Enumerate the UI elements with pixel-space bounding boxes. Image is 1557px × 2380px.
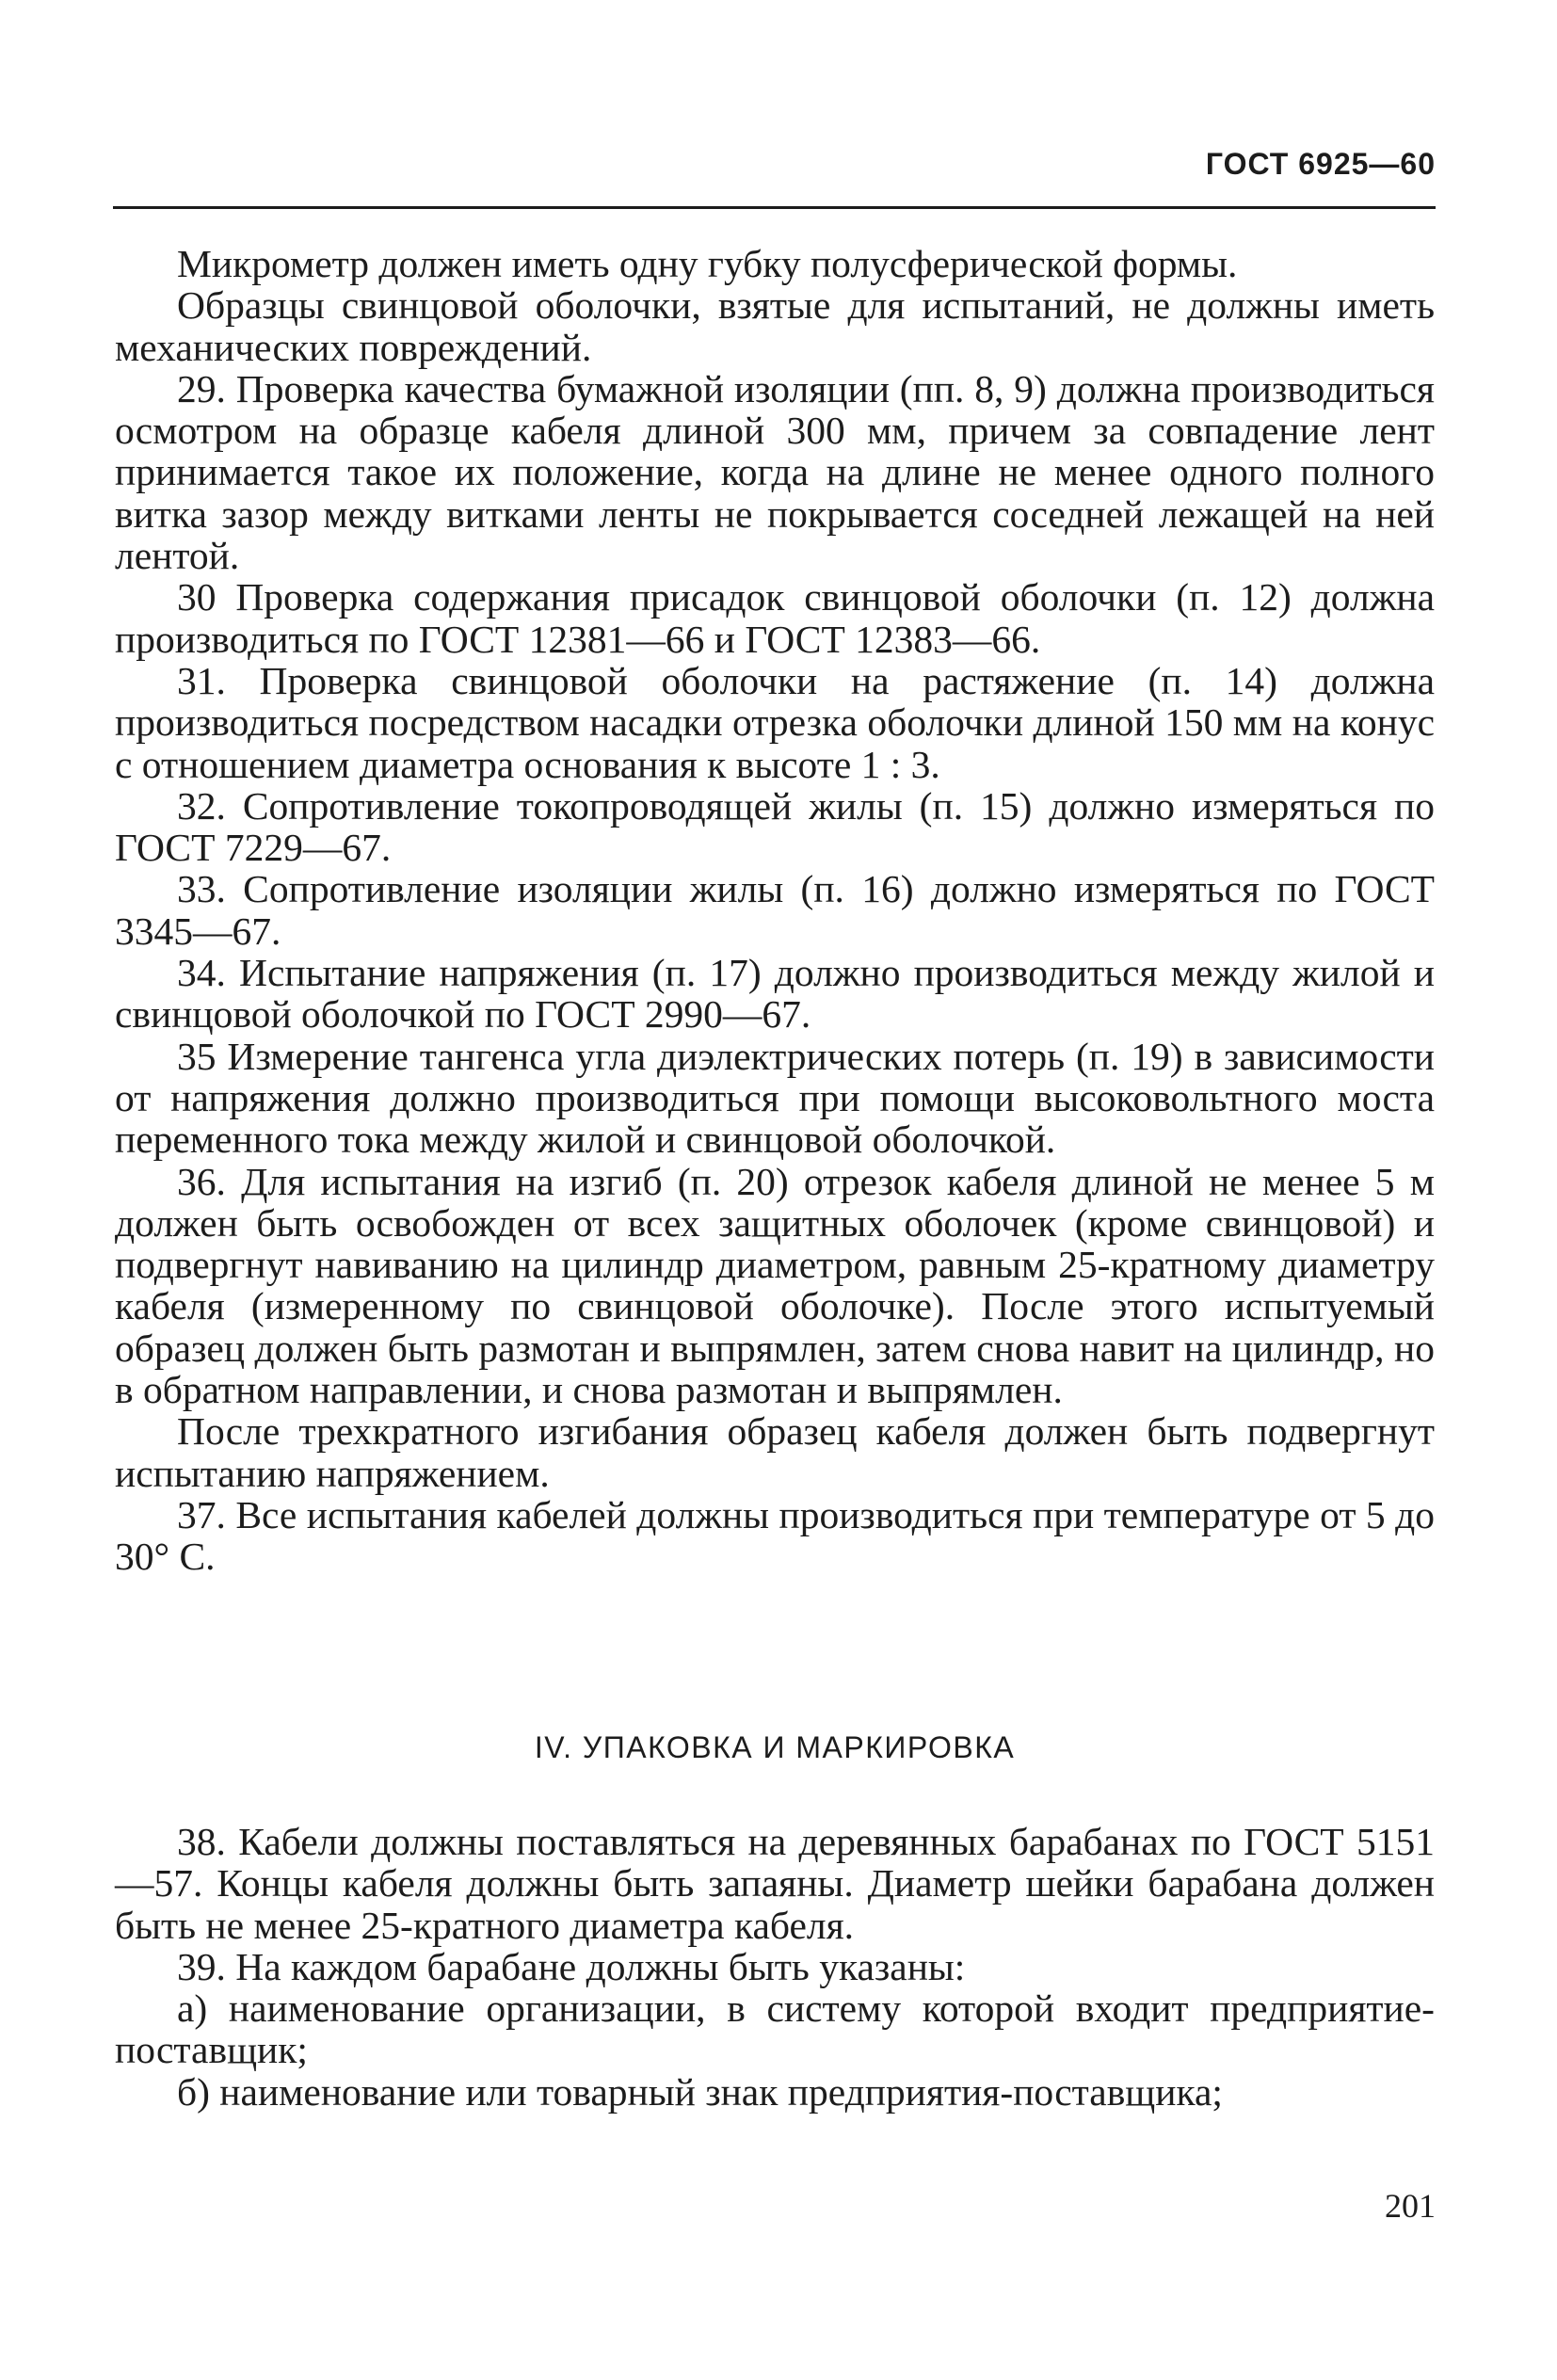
paragraph: 30 Проверка содержания присадок свинцовой оболочки (п. 12) должна производиться по ГОСТ 12381—66 и ГОСТ 12383—66. xyxy=(115,575,1435,661)
paragraph: 32. Сопротивление токопроводящей жилы (п. 15) должно измеряться по ГОСТ 7229—67. xyxy=(115,783,1435,870)
header-rule xyxy=(113,206,1436,209)
list-item: б) наименование или товарный знак предприятия-поставщика; xyxy=(177,2069,1223,2114)
page-header xyxy=(113,147,1436,203)
paragraph: 29. Проверка качества бумажной изоляции (пп. 8, 9) должна производиться осмотром на образце кабеля длиной 300 мм, причем за совпадение лент принимается такое их положение, когда на длине не менее одного полного витка зазор между витками ленты не покрывается соседней лежащей на ней лентой. xyxy=(115,366,1435,578)
standard-code: ГОСТ 6925—60 xyxy=(1205,147,1436,181)
paragraph: После трехкратного изгибания образец кабеля должен быть подвергнут испытанию напряжением. xyxy=(115,1409,1435,1495)
page-number: 201 xyxy=(1385,2187,1436,2225)
paragraph: 35 Измерение тангенса угла диэлектрических потерь (п. 19) в зависимости от напряжения должно производиться при помощи высоковольтного моста переменного тока между жилой и свинцовой оболочкой. xyxy=(115,1034,1435,1162)
paragraph: Образцы свинцовой оболочки, взятые для испытаний, не должны иметь механических повреждений. xyxy=(115,283,1435,369)
paragraph: 33. Сопротивление изоляции жилы (п. 16) должно измеряться по ГОСТ 3345—67. xyxy=(115,867,1435,953)
list-item: а) наименование организации, в систему которой входит предприятие-поставщик; xyxy=(115,1986,1435,2072)
paragraph: 36. Для испытания на изгиб (п. 20) отрезок кабеля длиной не менее 5 м должен быть освобожден от всех защитных оболочек (кроме свинцовой) и подвергнут навиванию на цилиндр диаметром, равным 25-кратному диаметру кабеля (измеренному по свинцовой оболочке). После этого испытуемый образец должен быть размотан и выпрямлен, затем снова навит на цилиндр, но в обратном направлении, и снова размотан и выпрямлен. xyxy=(115,1159,1435,1412)
paragraph: 34. Испытание напряжения (п. 17) должно производиться между жилой и свинцовой оболочкой по ГОСТ 2990—67. xyxy=(115,951,1435,1037)
section-heading: IV. УПАКОВКА И МАРКИРОВКА xyxy=(534,1730,1016,1764)
paragraph: 37. Все испытания кабелей должны производиться при температуре от 5 до 30° С. xyxy=(115,1492,1435,1579)
body-text-section-4 xyxy=(115,1821,1435,2113)
paragraph: 38. Кабели должны поставляться на деревянных барабанах по ГОСТ 5151—57. Концы кабеля должны быть запаяны. Диаметр шейки барабана должен быть не менее 25-кратного диаметра кабеля. xyxy=(115,1820,1435,1947)
paragraph: 39. На каждом барабане должны быть указаны: xyxy=(177,1944,966,1988)
paragraph: 31. Проверка свинцовой оболочки на растяжение (п. 14) должна производиться посредством насадки отрезка оболочки длиной 150 мм на конус с отношением диаметра основания к высоте 1 : 3. xyxy=(115,658,1435,786)
body-text xyxy=(115,243,1435,1578)
paragraph: Микрометр должен иметь одну губку полусферической формы. xyxy=(177,242,1238,285)
